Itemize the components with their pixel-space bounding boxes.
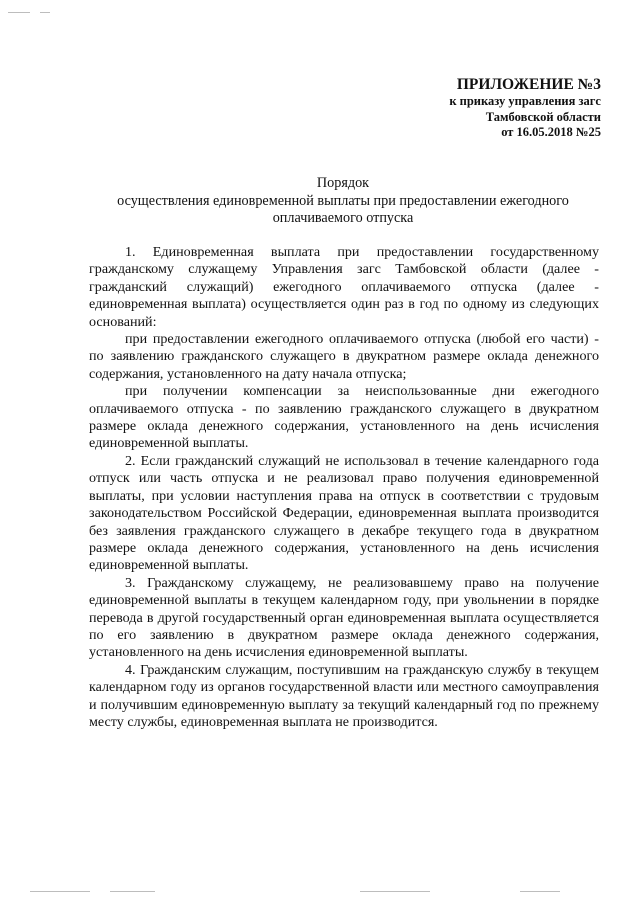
paragraph-4: 4. Гражданским служащим, поступившим на гражданскую службу в текущем календарном году из органов государственной власти или местного самоуправления и получившим единовременную выплату за текущий календарный год по прежнему месту службы, единовременная выплата не производится.: [89, 661, 599, 730]
appendix-block: [449, 75, 601, 141]
heading-subtitle-line-2: оплачиваемого отпуска: [272, 210, 414, 226]
document-heading: [84, 175, 602, 228]
paragraph-1-option-1: при предоставлении ежегодного оплачиваемого отпуска (любой его части) - по заявлению гражданского служащего в двукратном размере оклада денежного содержания, установленного на дату начала отпуска;: [89, 331, 599, 382]
paragraph-1-option-2: при получении компенсации за неиспользованные дни ежегодного оплачиваемого отпуска - по заявлению гражданского служащего в двукратном размере оклада денежного содержания, установленного на день исчисления единовременной выплаты.: [89, 383, 599, 452]
appendix-title: ПРИЛОЖЕНИЕ №3: [456, 76, 601, 93]
heading-title: Порядок: [316, 175, 370, 191]
appendix-line-region: Тамбовской области: [485, 109, 601, 124]
paragraph-3: 3. Гражданскому служащему, не реализовавшему право на получение единовременной выплаты в текущем календарном году, при увольнении в порядке перевода в другой государственный орган единовременная выплата осуществляется по его заявлению в двукратном размере оклада денежного содержания, установленного на день исчисления единовременной выплаты.: [89, 574, 599, 661]
document-body: [89, 244, 599, 731]
scan-mark: [30, 891, 90, 892]
scan-mark: [360, 891, 430, 892]
appendix-line-date: от 16.05.2018 №25: [501, 125, 601, 139]
scan-mark: [520, 891, 560, 892]
appendix-line-order: к приказу управления загс: [449, 94, 601, 108]
scan-mark: [8, 12, 30, 13]
scan-mark: [110, 891, 155, 892]
heading-subtitle-line-1: осуществления единовременной выплаты при предоставлении ежегодного: [117, 192, 569, 209]
paragraph-1: 1. Единовременная выплата при предоставлении государственному гражданскому служащему Управления загс Тамбовской области (далее - гражданский служащий) ежегодного оплачиваемого отпуска (далее - единовременная выплата) осуществляется один раз в год по одному из следующих оснований:: [89, 244, 599, 330]
paragraph-2: 2. Если гражданский служащий не использовал в течение календарного года отпуск или часть отпуска и не реализовал право получения единовременной выплаты, при условии наступления права на отпуск в соответствии с трудовым законодательством Российской Федерации, единовременная выплата производится без заявления гражданского служащего в декабре текущего года в двукратном размере оклада денежного содержания, установленного на день исчисления единовременной выплаты.: [89, 452, 599, 574]
scan-mark: [40, 12, 50, 13]
